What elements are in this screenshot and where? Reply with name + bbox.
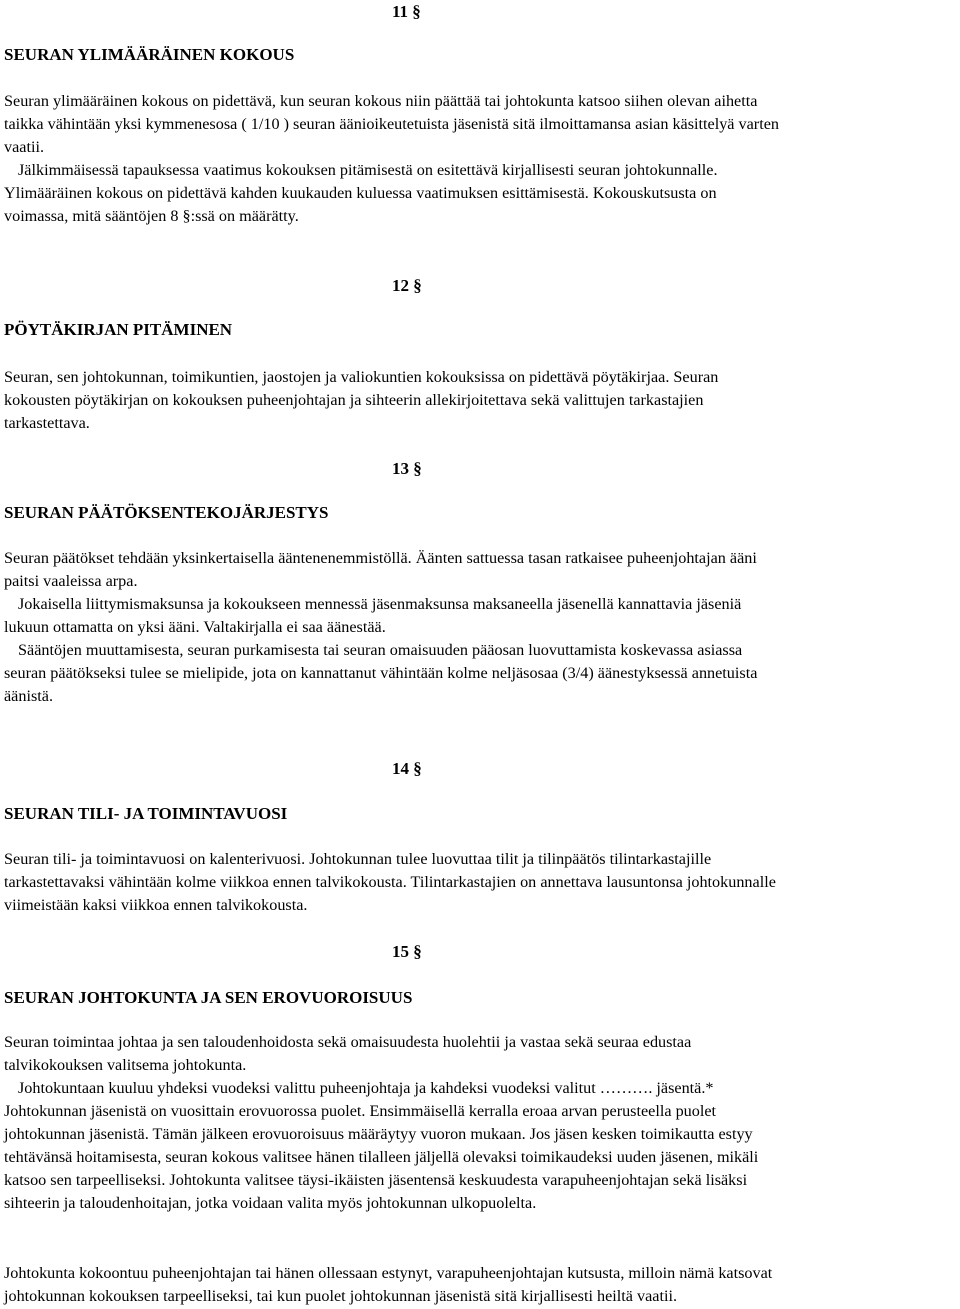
section-11-number: 11 §: [392, 2, 421, 21]
paragraph-line: tarkastettava.: [4, 414, 90, 432]
paragraph-line: Seuran toimintaa johtaa ja sen taloudenhoidosta sekä omaisuudesta huolehtii ja vastaa sekä seuraa edustaa: [4, 1033, 692, 1051]
paragraph-line: Jälkimmäisessä tapauksessa vaatimus kokouksen pitämisestä on esitettävä kirjallisesti seuran johtokunnalle.: [18, 161, 718, 179]
paragraph-line: seuran päätökseksi tulee se mielipide, jota on kannattanut vähintään kolme neljäsosaa (3/4) äänestyksessä annetuista: [4, 664, 758, 682]
paragraph-line: Jokaisella liittymismaksunsa ja kokoukseen mennessä jäsenmaksunsa maksaneella jäsenellä kannattavia jäseniä: [18, 595, 742, 613]
paragraph-line: Johtokunnan jäsenistä on vuosittain erovuorossa puolet. Ensimmäisellä kerralla eroaa arvan perusteella puolet: [4, 1102, 717, 1120]
paragraph-line: Seuran tili- ja toimintavuosi on kalenterivuosi. Johtokunnan tulee luovuttaa tilit ja tilinpäätös tilintarkastajille: [4, 850, 712, 868]
paragraph-line: tarkastettavaksi vähintään kolme viikkoa ennen talvikokousta. Tilintarkastajien on annettava lausuntonsa johtokunnalle: [4, 873, 776, 891]
paragraph-line: taikka vähintään yksi kymmenesosa ( 1/10 ) seuran äänioikeutetuista jäsenistä sitä ilmoittamansa asian käsittelyä varten: [4, 115, 779, 133]
paragraph-line: Seuran, sen johtokunnan, toimikuntien, jaostojen ja valiokuntien kokouksissa on pidettävä pöytäkirjaa. Seuran: [4, 368, 719, 386]
section-15-number: 15 §: [392, 942, 422, 961]
section-15-paragraph: [4, 1031, 956, 1215]
paragraph-line: Seuran päätökset tehdään yksinkertaisella ääntenenemmistöllä. Äänten sattuessa tasan ratkaisee puheenjohtajan ääni: [4, 549, 757, 567]
paragraph-line: Johtokunta kokoontuu puheenjohtajan tai hänen ollessaan estynyt, varapuheenjohtajan kutsusta, milloin nämä katsovat: [4, 1264, 773, 1282]
section-15-heading: SEURAN JOHTOKUNTA JA SEN EROVUOROISUUS: [4, 988, 413, 1007]
paragraph-line: tehtävänsä hoitamisesta, seuran kokous valitsee hänen tilalleen jäljellä olevaksi toimikaudeksi uuden jäsenen, mikäli: [4, 1148, 759, 1166]
paragraph-line: sihteerin ja taloudenhoitajan, jotka voidaan valita myös johtokunnan ulkopuolelta.: [4, 1194, 537, 1212]
paragraph-line: Ylimääräinen kokous on pidettävä kahden kuukauden kuluessa vaatimuksen esittämisestä. Kokouskutsusta on: [4, 184, 717, 202]
section-15-closing-paragraph: [4, 1262, 956, 1308]
paragraph-line: kokousten pöytäkirjan on kokouksen puheenjohtajan ja sihteerin allekirjoitettava sekä valittujen tarkastajien: [4, 391, 704, 409]
paragraph-line: katsoo sen tarpeelliseksi. Johtokunta valitsee täysi-ikäisten jäsentensä keskuudesta varapuheenjohtajan sekä lisäksi: [4, 1171, 748, 1189]
section-12-heading: PÖYTÄKIRJAN PITÄMINEN: [4, 320, 233, 339]
section-13-paragraph: [4, 547, 956, 708]
paragraph-line: voimassa, mitä sääntöjen 8 §:ssä on määrätty.: [4, 207, 299, 225]
section-14-number: 14 §: [392, 759, 422, 778]
section-12-number: 12 §: [392, 276, 422, 295]
paragraph-line: johtokunnan jäsenistä. Tämän jälkeen erovuoroisuus määräytyy vuoron mukaan. Jos jäsen kesken toimikautta estyy: [4, 1125, 753, 1143]
section-13-number: 13 §: [392, 459, 422, 478]
paragraph-line: Johtokuntaan kuuluu yhdeksi vuodeksi valittu puheenjohtaja ja kahdeksi vuodeksi valitut ………. jäsentä.*: [18, 1079, 714, 1097]
paragraph-line: viimeistään kaksi viikkoa ennen talvikokousta.: [4, 896, 308, 914]
paragraph-line: Seuran ylimääräinen kokous on pidettävä, kun seuran kokous niin päättää tai johtokunta katsoo siihen olevan aihetta: [4, 92, 758, 110]
section-12-paragraph: [4, 366, 956, 435]
paragraph-line: Sääntöjen muuttamisesta, seuran purkamisesta tai seuran omaisuuden pääosan luovuttamista koskevassa asiassa: [18, 641, 743, 659]
paragraph-line: paitsi vaaleissa arpa.: [4, 572, 138, 590]
paragraph-line: lukuun ottamatta on yksi ääni. Valtakirjalla ei saa äänestää.: [4, 618, 386, 636]
paragraph-line: johtokunnan kokouksen tarpeelliseksi, tai kun puolet johtokunnan jäsenistä sitä kirjallisesti heiltä vaatii.: [4, 1287, 677, 1305]
section-14-heading: SEURAN TILI- JA TOIMINTAVUOSI: [4, 804, 288, 823]
section-14-paragraph: [4, 848, 956, 917]
paragraph-line: äänistä.: [4, 687, 53, 705]
section-11-paragraph: [4, 90, 956, 228]
section-11-heading: SEURAN YLIMÄÄRÄINEN KOKOUS: [4, 45, 295, 64]
section-13-heading: SEURAN PÄÄTÖKSENTEKOJÄRJESTYS: [4, 503, 329, 522]
paragraph-line: vaatii.: [4, 138, 45, 156]
paragraph-line: talvikokouksen valitsema johtokunta.: [4, 1056, 247, 1074]
